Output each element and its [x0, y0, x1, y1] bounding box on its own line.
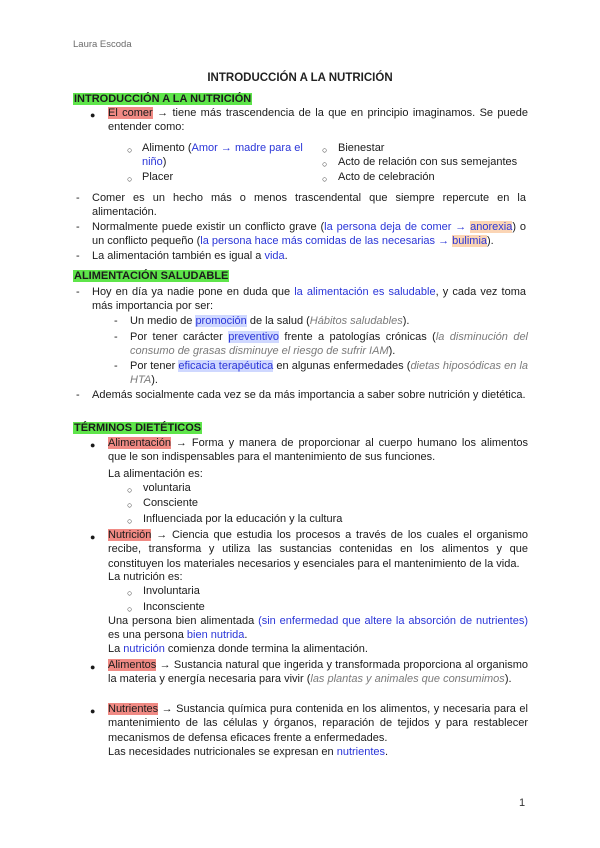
definition-alimentos: Alimentos → Sustancia natural que ingerida y transformada proporciona al organismo la materia y energía necesaria para vivir (las plantas y animales que consumimos).: [108, 659, 528, 686]
circle-bullet-icon: ○: [127, 500, 133, 510]
dash-bullet-icon: -: [76, 192, 80, 204]
list-item-bienestar: Bienestar: [338, 142, 385, 154]
paragraph-comer-trascendental: Comer es un hecho más o menos trascendental que siempre repercute en la alimentación.: [92, 192, 526, 219]
circle-bullet-icon: ○: [322, 145, 328, 155]
paragraph-bien-nutrida: Una persona bien alimentada (sin enfermedad que altere la absorción de nutrientes) es una persona bien nutrida.: [108, 615, 529, 642]
definition-nutrientes: Nutrientes → Sustancia química pura contenida en los alimentos, y necesaria para el mantenimiento de las células y órganos, reparación de tejidos y para restablecer mecanismos de defensa eficaces frente a enfermedades.: [108, 703, 528, 744]
bullet-icon: ●: [90, 706, 96, 716]
list-item: Influenciada por la educación y la cultura: [143, 513, 343, 525]
paragraph-nutricion-comienza: La nutrición comienza donde termina la alimentación.: [108, 643, 368, 655]
circle-bullet-icon: ○: [127, 485, 133, 495]
circle-bullet-icon: ○: [127, 516, 133, 526]
section-heading-introduccion: INTRODUCCIÓN A LA NUTRICIÓN: [74, 93, 252, 105]
page-header-author: Laura Escoda: [73, 39, 132, 50]
label-alimentacion-es: La alimentación es:: [108, 468, 203, 480]
page-number: 1: [519, 797, 526, 809]
list-item: Consciente: [143, 497, 199, 509]
circle-bullet-icon: ○: [322, 159, 328, 169]
paragraph-necesidades-nutricionales: Las necesidades nutricionales se expresan en nutrientes.: [108, 746, 389, 758]
section-heading-terminos: TÉRMINOS DIETÉTICOS: [74, 422, 202, 434]
paragraph-vida: La alimentación también es igual a vida.: [92, 250, 288, 262]
circle-bullet-icon: ○: [127, 588, 133, 598]
dash-bullet-icon: -: [76, 250, 80, 262]
list-item: Involuntaria: [143, 585, 200, 597]
dash-bullet-icon: -: [114, 331, 118, 343]
dash-bullet-icon: -: [76, 389, 80, 401]
circle-bullet-icon: ○: [127, 174, 133, 184]
dash-bullet-icon: -: [76, 221, 80, 233]
paragraph-conflicto: Normalmente puede existir un conflicto grave (la persona deja de comer → anorexia) o un conflicto pequeño (la persona hace más comidas de las necesarias → bulimia).: [92, 221, 526, 248]
definition-nutricion: Nutrición → Ciencia que estudia los procesos a través de los cuales el organismo recibe, transforma y utiliza las sustancias contenidas en los alimentos y que constituyen los materiales necesarios y esenciales para el mantenimiento de la vida.: [108, 529, 528, 570]
list-item-alimento: Alimento (Amor → madre para el niño): [142, 142, 303, 169]
circle-bullet-icon: ○: [127, 145, 133, 155]
bullet-icon: ●: [90, 110, 96, 120]
list-item-placer: Placer: [142, 171, 174, 183]
section-heading-alimentacion-saludable: ALIMENTACIÓN SALUDABLE: [74, 270, 229, 282]
list-item-acto-celebracion: Acto de celebración: [338, 171, 435, 183]
circle-bullet-icon: ○: [322, 174, 328, 184]
paragraph-hoy-en-dia: Hoy en día ya nadie pone en duda que la alimentación es saludable, y cada vez toma más importancia por ser:: [92, 286, 526, 313]
bullet-icon: ●: [90, 532, 96, 542]
list-item: voluntaria: [143, 482, 191, 494]
list-item-preventivo: Por tener carácter preventivo frente a patologías crónicas (la disminución del consumo de grasas disminuye el riesgo de sufrir IAM).: [130, 331, 529, 358]
definition-alimentacion: Alimentación → Forma y manera de proporcionar al cuerpo humano los alimentos que le son indispensables para el mantenimiento de sus funciones.: [108, 437, 528, 464]
list-item-terapeutica: Por tener eficacia terapéutica en algunas enfermedades (dietas hiposódicas en la HTA).: [130, 360, 528, 387]
page-title: INTRODUCCIÓN A LA NUTRICIÓN: [207, 72, 393, 84]
dash-bullet-icon: -: [114, 360, 118, 372]
paragraph-el-comer: El comer → tiene más trascendencia de la que en principio imaginamos. Se puede entender como:: [108, 107, 528, 134]
label-nutricion-es: La nutrición es:: [108, 571, 183, 583]
list-item-acto-relacion: Acto de relación con sus semejantes: [338, 156, 518, 168]
circle-bullet-icon: ○: [127, 604, 133, 614]
paragraph-socialmente: Además socialmente cada vez se da más importancia a saber sobre nutrición y dietética.: [92, 389, 526, 401]
bullet-icon: ●: [90, 440, 96, 450]
dash-bullet-icon: -: [114, 315, 118, 327]
list-item-promocion: Un medio de promoción de la salud (Hábitos saludables).: [130, 315, 410, 327]
dash-bullet-icon: -: [76, 286, 80, 298]
bullet-icon: ●: [90, 662, 96, 672]
list-item: Inconsciente: [143, 601, 205, 613]
